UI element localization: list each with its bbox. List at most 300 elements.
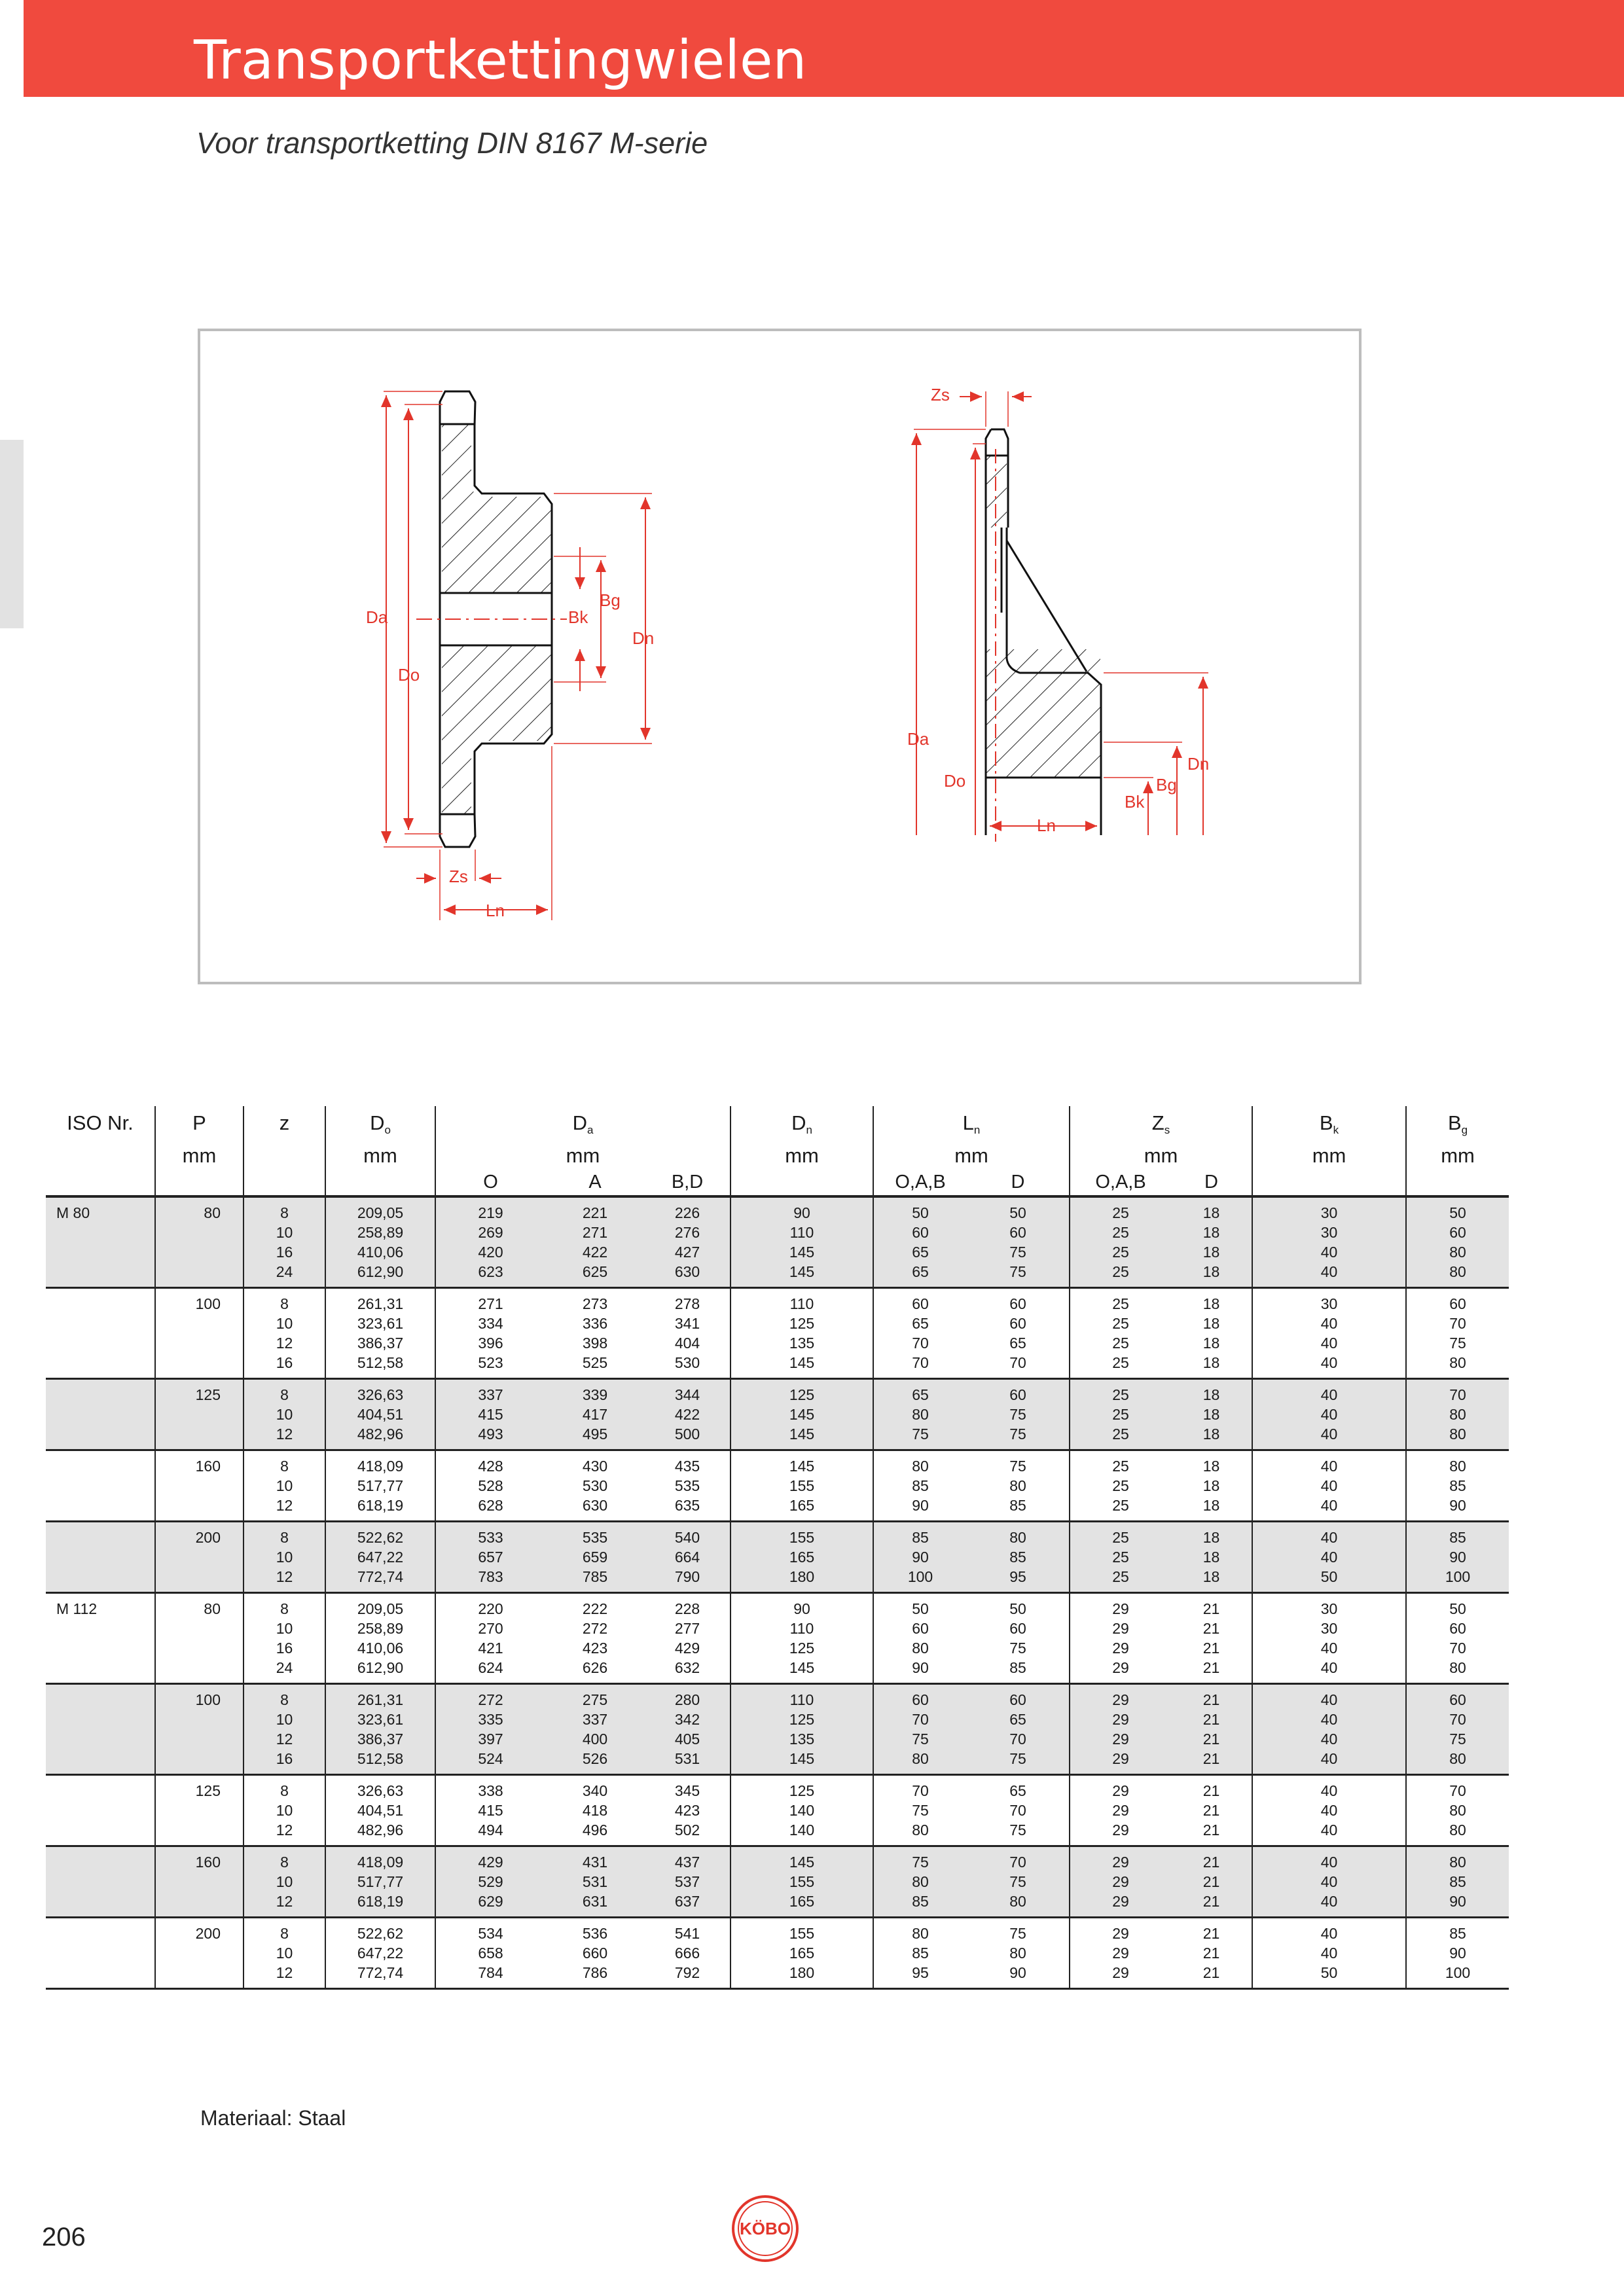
cell-value: 523 <box>478 1354 503 1371</box>
cell-iso <box>46 1775 155 1846</box>
cell-dn <box>731 1846 873 1918</box>
cell-z <box>244 1196 325 1288</box>
cell-value: 30 <box>1320 1204 1338 1221</box>
cell-value: 337 <box>582 1711 608 1728</box>
label-bk-left: Bk <box>568 607 588 627</box>
cell-value: 647,22 <box>357 1549 404 1566</box>
cell-value: 345 <box>674 1782 700 1799</box>
cell-value: 612,90 <box>357 1263 404 1280</box>
cell-value: 8 <box>280 1600 289 1617</box>
cell-zs-d <box>1171 1450 1252 1522</box>
cell-da-o <box>435 1522 545 1593</box>
cell-value: 326,63 <box>357 1386 404 1403</box>
cell-value: 70 <box>912 1711 929 1728</box>
cell-value: 65 <box>1009 1782 1026 1799</box>
cell-value: 415 <box>478 1802 503 1819</box>
label-bg-left: Bg <box>600 590 621 610</box>
cell-dn <box>731 1196 873 1288</box>
cell-dn <box>731 1684 873 1775</box>
cell-value: 75 <box>1009 1873 1026 1890</box>
cell-value: 70 <box>1449 1782 1466 1799</box>
cell-value: 18 <box>1202 1529 1220 1546</box>
cell-value: 80 <box>1449 1854 1466 1871</box>
cell-value: 657 <box>478 1549 503 1566</box>
cell-ln-oab <box>873 1684 967 1775</box>
cell-value: 40 <box>1320 1711 1338 1728</box>
cell-value: 420 <box>478 1244 503 1261</box>
cell-value: 80 <box>1009 1529 1026 1546</box>
cell-value: 624 <box>478 1659 503 1676</box>
right-sprocket-view <box>907 385 1209 842</box>
cell-value: 336 <box>582 1315 608 1332</box>
side-tab-marker <box>0 440 24 628</box>
cell-value: 635 <box>674 1497 700 1514</box>
cell-value: 12 <box>276 1731 293 1748</box>
cell-value: 18 <box>1202 1354 1220 1371</box>
cell-zs-oab <box>1070 1522 1171 1593</box>
cell-value: 165 <box>789 1893 815 1910</box>
cell-value: 60 <box>1449 1620 1466 1637</box>
label-bg-right: Bg <box>1156 775 1177 795</box>
cell-ln-d <box>967 1918 1070 1989</box>
cell-value: 428 <box>478 1458 503 1475</box>
cell-value: 512,58 <box>357 1750 404 1767</box>
cell-value: 429 <box>478 1854 503 1871</box>
cell-da-bd <box>645 1288 731 1379</box>
cell-value: 70 <box>1009 1802 1026 1819</box>
cell-ln-oab <box>873 1196 967 1288</box>
cell-value: 21 <box>1202 1893 1220 1910</box>
cell-value: 344 <box>674 1386 700 1403</box>
cell-do <box>325 1196 435 1288</box>
cell-value: 145 <box>789 1458 815 1475</box>
cell-ln-d <box>967 1450 1070 1522</box>
cell-value: 30 <box>1320 1224 1338 1241</box>
cell-value: 341 <box>674 1315 700 1332</box>
cell-value: 18 <box>1202 1386 1220 1403</box>
cell-value: 430 <box>582 1458 608 1475</box>
cell-p: 125 <box>155 1379 244 1450</box>
cell-zs-oab <box>1070 1846 1171 1918</box>
cell-ln-d <box>967 1684 1070 1775</box>
da-subscript: a <box>586 1124 594 1136</box>
cell-value: 60 <box>1009 1620 1026 1637</box>
cell-value: 40 <box>1320 1659 1338 1676</box>
cell-value: 278 <box>674 1295 700 1312</box>
cell-value: 8 <box>280 1204 289 1221</box>
cell-value: 12 <box>276 1964 293 1981</box>
cell-iso <box>46 1918 155 1989</box>
zs-symbol: Z <box>1151 1111 1164 1134</box>
cell-value: 522,62 <box>357 1529 404 1546</box>
cell-value: 323,61 <box>357 1315 404 1332</box>
cell-value: 40 <box>1320 1529 1338 1546</box>
cell-value: 272 <box>478 1691 503 1708</box>
cell-value: 40 <box>1320 1406 1338 1423</box>
cell-value: 21 <box>1202 1854 1220 1871</box>
cell-value: 135 <box>789 1731 815 1748</box>
cell-p: 80 <box>155 1196 244 1288</box>
cell-value: 75 <box>1009 1244 1026 1261</box>
cell-value: 80 <box>912 1873 929 1890</box>
cell-value: 422 <box>674 1406 700 1423</box>
cell-value: 269 <box>478 1224 503 1241</box>
cell-ln-d <box>967 1593 1070 1684</box>
page-title: Transportkettingwielen <box>194 29 807 92</box>
cell-ln-oab <box>873 1288 967 1379</box>
cell-value: 60 <box>912 1620 929 1637</box>
cell-value: 16 <box>276 1750 293 1767</box>
label-da-right: Da <box>907 729 929 749</box>
col-header-bk <box>1252 1106 1406 1144</box>
cell-value: 415 <box>478 1406 503 1423</box>
cell-value: 12 <box>276 1893 293 1910</box>
cell-ln-d <box>967 1775 1070 1846</box>
cell-value: 60 <box>1009 1315 1026 1332</box>
cell-value: 21 <box>1202 1821 1220 1839</box>
cell-ln-oab <box>873 1775 967 1846</box>
cell-value: 261,31 <box>357 1295 404 1312</box>
cell-da-bd <box>645 1196 731 1288</box>
cell-value: 25 <box>1112 1529 1129 1546</box>
cell-value: 270 <box>478 1620 503 1637</box>
cell-value: 100 <box>1445 1964 1471 1981</box>
cell-value: 437 <box>674 1854 700 1871</box>
cell-value: 90 <box>912 1497 929 1514</box>
cell-value: 540 <box>674 1529 700 1546</box>
cell-value: 70 <box>912 1335 929 1352</box>
cell-da-o <box>435 1775 545 1846</box>
cell-value: 21 <box>1202 1659 1220 1676</box>
cell-value: 10 <box>276 1549 293 1566</box>
cell-bg <box>1406 1196 1509 1288</box>
cell-value: 80 <box>1009 1945 1026 1962</box>
cell-value: 80 <box>1449 1426 1466 1443</box>
table-row-group <box>46 1288 1509 1379</box>
cell-value: 339 <box>582 1386 608 1403</box>
cell-value: 155 <box>789 1529 815 1546</box>
cell-value: 25 <box>1112 1204 1129 1221</box>
cell-ln-d <box>967 1379 1070 1450</box>
cell-z <box>244 1450 325 1522</box>
cell-value: 25 <box>1112 1549 1129 1566</box>
cell-value: 50 <box>1449 1600 1466 1617</box>
cell-bk <box>1252 1775 1406 1846</box>
col-header-ln <box>873 1106 1070 1144</box>
cell-value: 70 <box>1449 1640 1466 1657</box>
cell-value: 531 <box>582 1873 608 1890</box>
cell-value: 145 <box>789 1750 815 1767</box>
cell-value: 40 <box>1320 1458 1338 1475</box>
cell-value: 165 <box>789 1945 815 1962</box>
cell-zs-d <box>1171 1846 1252 1918</box>
cell-p: 200 <box>155 1918 244 1989</box>
page-number: 206 <box>42 2223 86 2251</box>
cell-z <box>244 1379 325 1450</box>
cell-da-a <box>545 1684 645 1775</box>
cell-value: 526 <box>582 1750 608 1767</box>
cell-value: 220 <box>478 1600 503 1617</box>
cell-bk <box>1252 1593 1406 1684</box>
cell-bk <box>1252 1918 1406 1989</box>
cell-value: 637 <box>674 1893 700 1910</box>
cell-ln-oab <box>873 1522 967 1593</box>
cell-value: 60 <box>1449 1295 1466 1312</box>
table-row-group <box>46 1522 1509 1593</box>
cell-do <box>325 1379 435 1450</box>
cell-value: 75 <box>1009 1263 1026 1280</box>
cell-iso <box>46 1684 155 1775</box>
cell-value: 90 <box>793 1204 810 1221</box>
do-subscript: o <box>384 1124 391 1136</box>
cell-value: 386,37 <box>357 1335 404 1352</box>
cell-value: 10 <box>276 1802 293 1819</box>
cell-value: 50 <box>912 1204 929 1221</box>
cell-value: 140 <box>789 1802 815 1819</box>
cell-value: 145 <box>789 1244 815 1261</box>
cell-value: 618,19 <box>357 1497 404 1514</box>
cell-value: 10 <box>276 1711 293 1728</box>
cell-value: 40 <box>1320 1731 1338 1748</box>
cell-value: 50 <box>1449 1204 1466 1221</box>
cell-value: 417 <box>582 1406 608 1423</box>
cell-value: 21 <box>1202 1711 1220 1728</box>
label-ln-left: Ln <box>486 901 505 920</box>
col-header-bg <box>1406 1106 1509 1144</box>
label-do-left: Do <box>398 665 420 685</box>
cell-value: 155 <box>789 1925 815 1942</box>
cell-value: 10 <box>276 1406 293 1423</box>
cell-value: 8 <box>280 1295 289 1312</box>
label-zs-left: Zs <box>449 867 468 886</box>
cell-value: 29 <box>1112 1782 1129 1799</box>
unit-da: mm <box>435 1144 731 1172</box>
cell-value: 50 <box>1320 1964 1338 1981</box>
cell-dn <box>731 1450 873 1522</box>
cell-value: 8 <box>280 1854 289 1871</box>
cell-zs-oab <box>1070 1379 1171 1450</box>
cell-value: 180 <box>789 1568 815 1585</box>
cell-value: 10 <box>276 1224 293 1241</box>
cell-bg <box>1406 1522 1509 1593</box>
cell-ln-d <box>967 1522 1070 1593</box>
cell-value: 631 <box>582 1893 608 1910</box>
cell-value: 337 <box>478 1386 503 1403</box>
cell-da-o <box>435 1684 545 1775</box>
cell-bk <box>1252 1846 1406 1918</box>
col-header-da <box>435 1106 731 1144</box>
cell-value: 85 <box>1449 1529 1466 1546</box>
cell-value: 85 <box>1009 1497 1026 1514</box>
cell-value: 533 <box>478 1529 503 1546</box>
cell-value: 496 <box>582 1821 608 1839</box>
cell-zs-oab <box>1070 1196 1171 1288</box>
cell-zs-oab <box>1070 1288 1171 1379</box>
cell-value: 421 <box>478 1640 503 1657</box>
cell-value: 80 <box>1449 1750 1466 1767</box>
cell-value: 29 <box>1112 1802 1129 1819</box>
cell-value: 280 <box>674 1691 700 1708</box>
cell-value: 18 <box>1202 1477 1220 1494</box>
cell-value: 8 <box>280 1458 289 1475</box>
cell-zs-oab <box>1070 1775 1171 1846</box>
cell-value: 145 <box>789 1354 815 1371</box>
cell-value: 785 <box>582 1568 608 1585</box>
cell-z <box>244 1593 325 1684</box>
cell-value: 228 <box>674 1600 700 1617</box>
cell-value: 534 <box>478 1925 503 1942</box>
cell-value: 70 <box>912 1782 929 1799</box>
cell-value: 422 <box>582 1244 608 1261</box>
cell-value: 29 <box>1112 1600 1129 1617</box>
cell-da-a <box>545 1450 645 1522</box>
cell-da-bd <box>645 1593 731 1684</box>
cell-value: 40 <box>1320 1925 1338 1942</box>
cell-zs-d <box>1171 1522 1252 1593</box>
cell-do <box>325 1918 435 1989</box>
cell-value: 80 <box>1449 1821 1466 1839</box>
cell-p: 125 <box>155 1775 244 1846</box>
material-note: Materiaal: Staal <box>200 2106 346 2130</box>
cell-value: 529 <box>478 1873 503 1890</box>
subcol-da-bd: B,D <box>645 1172 731 1196</box>
cell-ln-oab <box>873 1593 967 1684</box>
kobo-logo <box>731 2194 800 2263</box>
cell-zs-d <box>1171 1379 1252 1450</box>
cell-value: 8 <box>280 1386 289 1403</box>
table-row-group <box>46 1918 1509 1989</box>
cell-value: 25 <box>1112 1458 1129 1475</box>
cell-da-o <box>435 1450 545 1522</box>
table-row-group <box>46 1593 1509 1684</box>
cell-value: 60 <box>1449 1224 1466 1241</box>
cell-value: 626 <box>582 1659 608 1676</box>
cell-value: 80 <box>912 1406 929 1423</box>
cell-da-o <box>435 1379 545 1450</box>
cell-do <box>325 1846 435 1918</box>
cell-value: 110 <box>789 1620 814 1637</box>
cell-value: 80 <box>1449 1244 1466 1261</box>
col-header-z: z <box>244 1106 325 1144</box>
cell-value: 340 <box>582 1782 608 1799</box>
cell-value: 790 <box>674 1568 700 1585</box>
cell-value: 85 <box>1009 1659 1026 1676</box>
cell-value: 12 <box>276 1335 293 1352</box>
cell-value: 29 <box>1112 1659 1129 1676</box>
cell-bg <box>1406 1918 1509 1989</box>
cell-value: 25 <box>1112 1568 1129 1585</box>
cell-value: 21 <box>1202 1620 1220 1637</box>
cell-value: 80 <box>1449 1802 1466 1819</box>
cell-value: 18 <box>1202 1335 1220 1352</box>
technical-drawing-frame <box>198 329 1362 984</box>
cell-dn <box>731 1918 873 1989</box>
cell-value: 8 <box>280 1782 289 1799</box>
cell-iso: M 112 <box>46 1593 155 1684</box>
cell-value: 628 <box>478 1497 503 1514</box>
cell-ln-oab <box>873 1450 967 1522</box>
cell-value: 530 <box>582 1477 608 1494</box>
cell-value: 10 <box>276 1945 293 1962</box>
table-row-group <box>46 1846 1509 1918</box>
cell-value: 90 <box>1449 1893 1466 1910</box>
cell-value: 85 <box>912 1529 929 1546</box>
cell-value: 40 <box>1320 1802 1338 1819</box>
cell-value: 25 <box>1112 1315 1129 1332</box>
do-symbol: D <box>370 1111 385 1134</box>
cell-value: 386,37 <box>357 1731 404 1748</box>
cell-value: 40 <box>1320 1782 1338 1799</box>
cell-zs-oab <box>1070 1684 1171 1775</box>
cell-value: 335 <box>478 1711 503 1728</box>
cell-value: 405 <box>674 1731 700 1748</box>
cell-value: 258,89 <box>357 1224 404 1241</box>
cell-value: 90 <box>1009 1964 1026 1981</box>
cell-da-a <box>545 1918 645 1989</box>
cell-value: 75 <box>912 1854 929 1871</box>
cell-value: 226 <box>674 1204 700 1221</box>
cell-value: 12 <box>276 1497 293 1514</box>
cell-ln-oab <box>873 1379 967 1450</box>
cell-value: 180 <box>789 1964 815 1981</box>
cell-value: 110 <box>789 1295 814 1312</box>
ln-symbol: L <box>962 1111 974 1134</box>
da-symbol: D <box>572 1111 587 1134</box>
cell-da-a <box>545 1775 645 1846</box>
cell-value: 528 <box>478 1477 503 1494</box>
cell-value: 21 <box>1202 1802 1220 1819</box>
cell-value: 85 <box>1449 1925 1466 1942</box>
cell-value: 125 <box>789 1386 815 1403</box>
cell-value: 60 <box>912 1295 929 1312</box>
cell-value: 30 <box>1320 1295 1338 1312</box>
cell-value: 165 <box>789 1549 815 1566</box>
cell-ln-d <box>967 1196 1070 1288</box>
cell-value: 423 <box>674 1802 700 1819</box>
cell-value: 612,90 <box>357 1659 404 1676</box>
cell-value: 660 <box>582 1945 608 1962</box>
cell-value: 29 <box>1112 1873 1129 1890</box>
cell-value: 85 <box>912 1945 929 1962</box>
label-bk-right: Bk <box>1125 792 1145 812</box>
table-row-group <box>46 1379 1509 1450</box>
cell-da-a <box>545 1196 645 1288</box>
logo-text: KÖBO <box>740 2219 791 2238</box>
cell-p: 160 <box>155 1846 244 1918</box>
cell-value: 21 <box>1202 1600 1220 1617</box>
cell-value: 100 <box>1445 1568 1471 1585</box>
cell-value: 75 <box>1009 1458 1026 1475</box>
cell-value: 535 <box>674 1477 700 1494</box>
cell-value: 40 <box>1320 1945 1338 1962</box>
cell-value: 18 <box>1202 1406 1220 1423</box>
cell-da-a <box>545 1593 645 1684</box>
cell-value: 772,74 <box>357 1568 404 1585</box>
cell-value: 70 <box>1449 1711 1466 1728</box>
cell-value: 18 <box>1202 1263 1220 1280</box>
cell-z <box>244 1522 325 1593</box>
cell-dn <box>731 1522 873 1593</box>
cell-value: 75 <box>1009 1426 1026 1443</box>
cell-value: 155 <box>789 1873 815 1890</box>
table-row-group <box>46 1775 1509 1846</box>
bg-symbol: B <box>1447 1111 1462 1134</box>
cell-value: 658 <box>478 1945 503 1962</box>
cell-value: 75 <box>1009 1750 1026 1767</box>
cell-value: 75 <box>1009 1406 1026 1423</box>
cell-value: 25 <box>1112 1263 1129 1280</box>
cell-value: 21 <box>1202 1964 1220 1981</box>
